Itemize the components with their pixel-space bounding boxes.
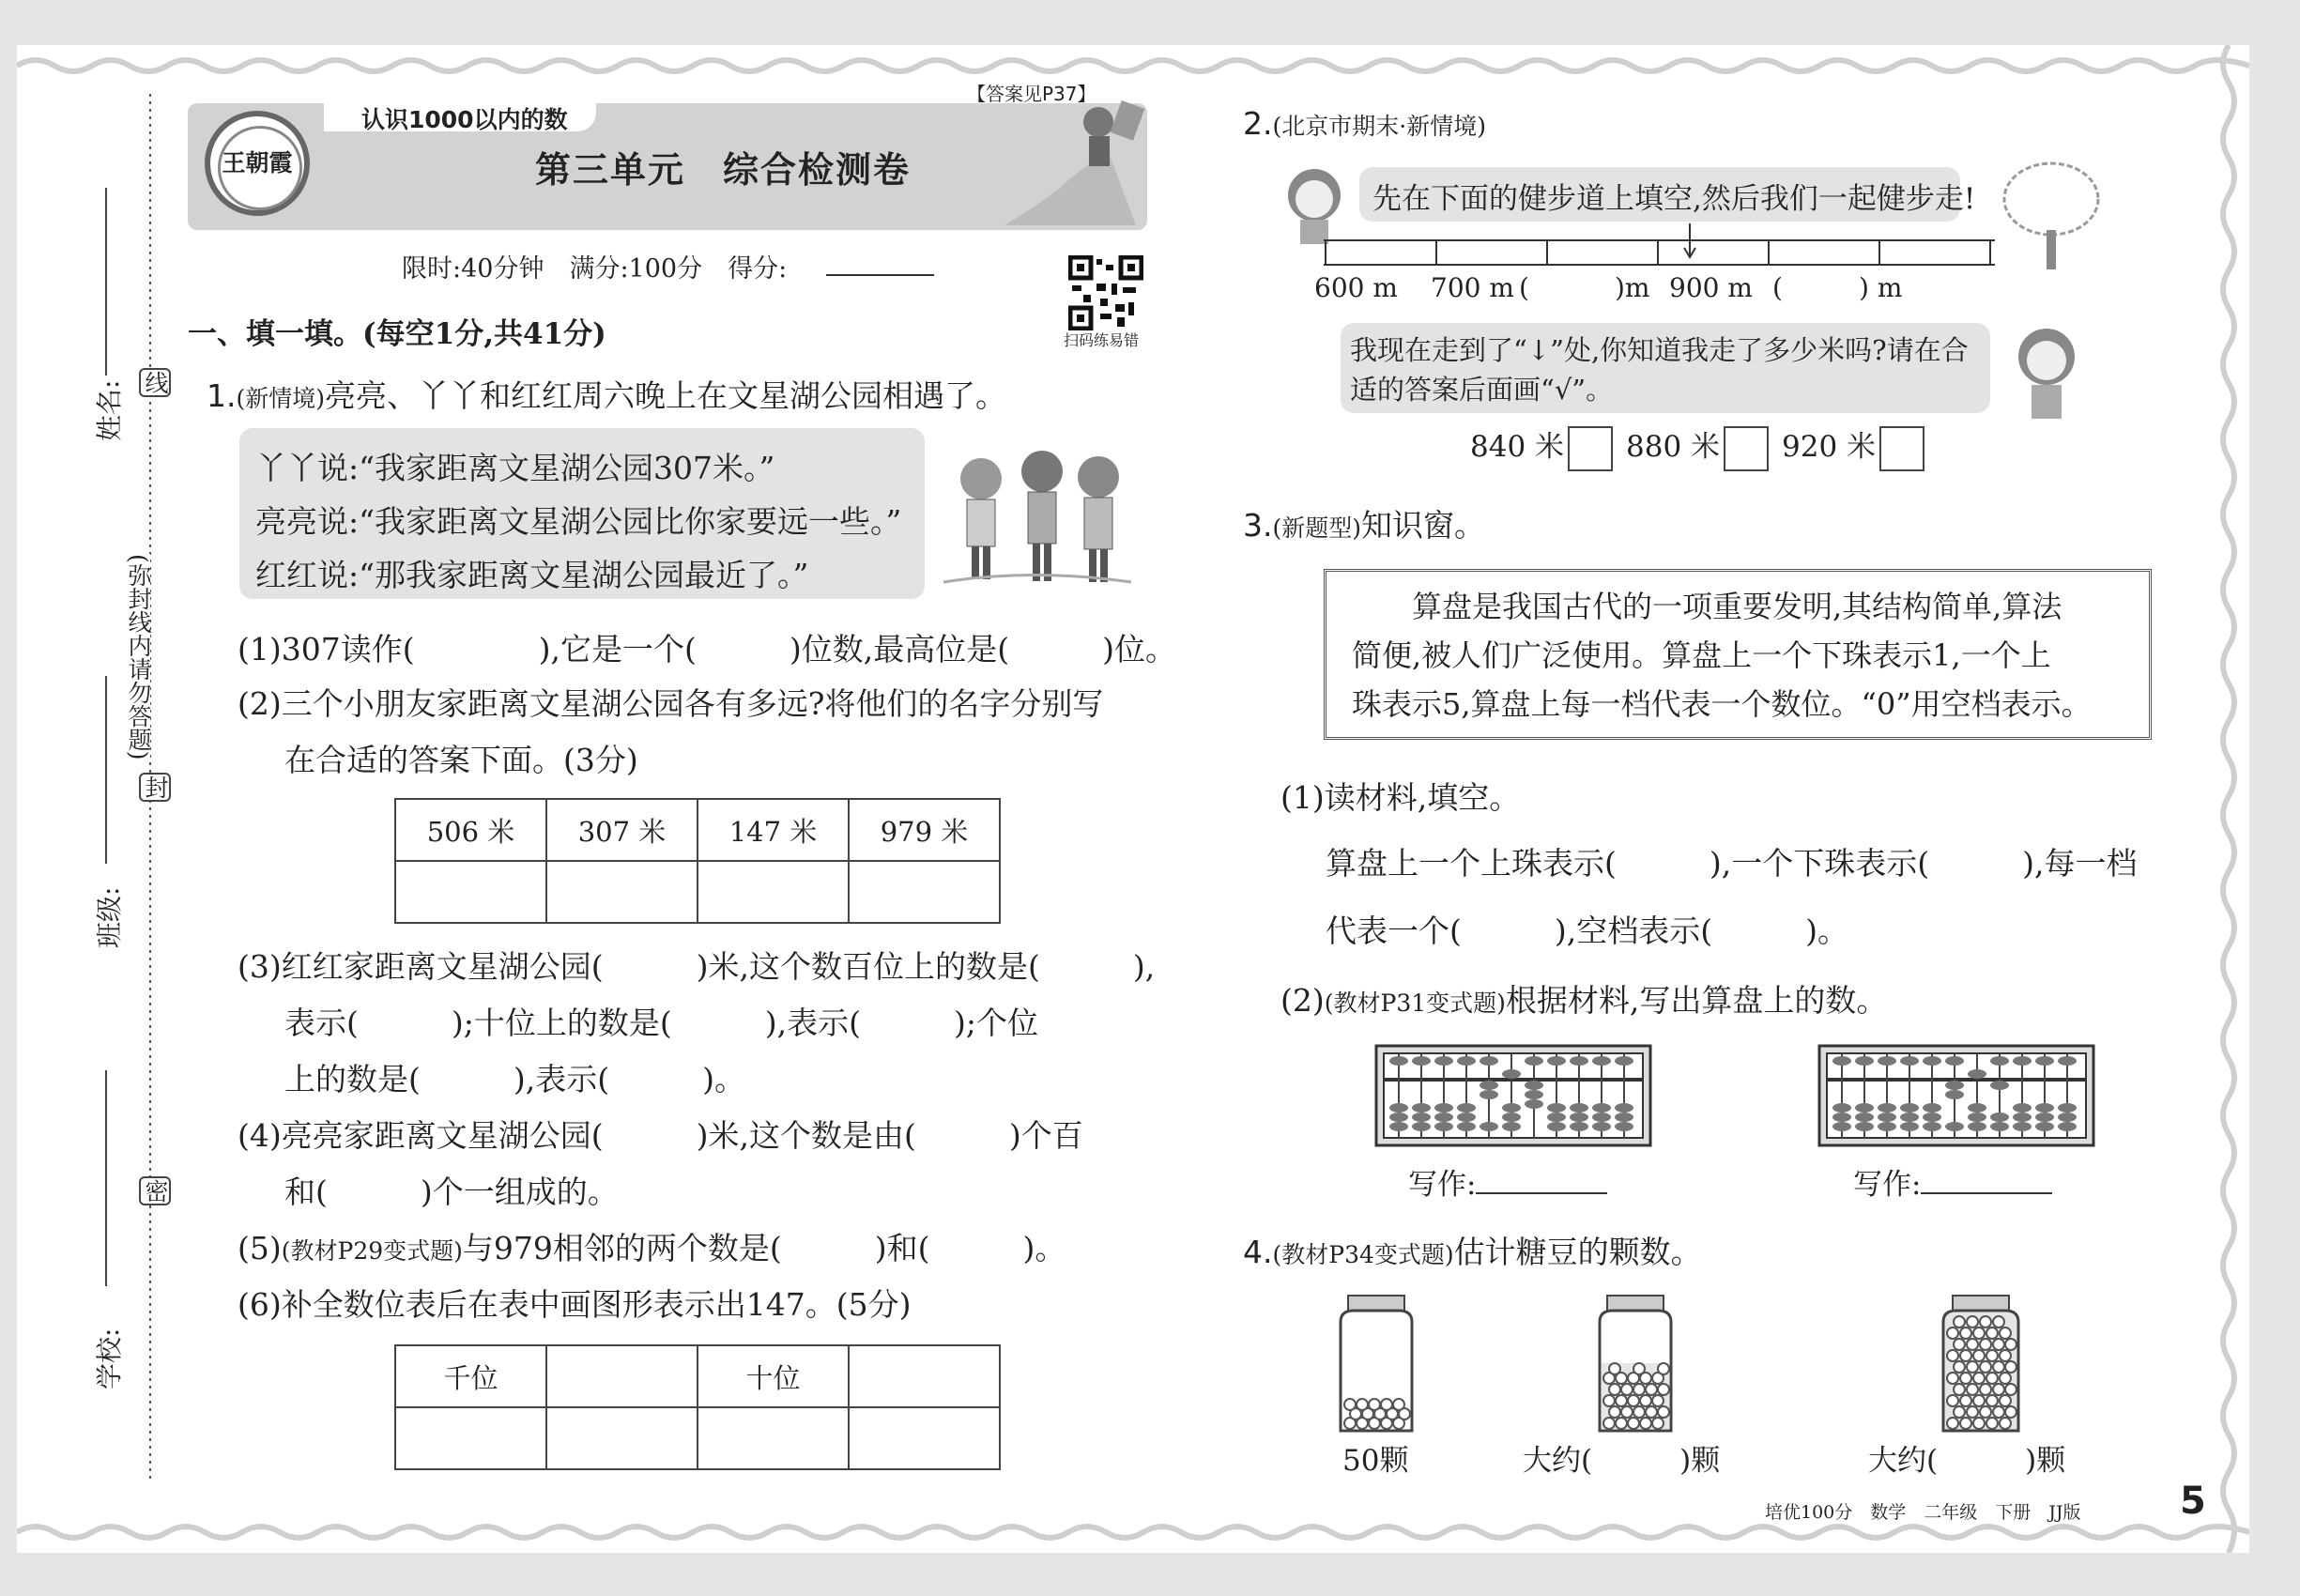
question-number: 2. bbox=[1243, 105, 1273, 142]
answer-reference: 【答案见P37】 bbox=[967, 83, 1096, 105]
answer-cell[interactable] bbox=[698, 861, 849, 923]
knowledge-text bbox=[1352, 582, 2092, 729]
table-cell: 147 米 bbox=[698, 799, 849, 861]
ruler-blank-close: ) m bbox=[1859, 272, 1903, 303]
question-number: 3. bbox=[1243, 507, 1273, 544]
q1-part-1: (1)307读作( ),它是一个( )位数,最高位是( )位。 bbox=[238, 631, 1176, 668]
q1-part-2-cont: 在合适的答案下面。(3分) bbox=[284, 742, 638, 778]
ruler-blank-open[interactable]: ( bbox=[1519, 272, 1529, 303]
qr-caption: 扫码练易错 bbox=[1064, 331, 1140, 349]
answer-cell[interactable] bbox=[849, 861, 1000, 923]
name-line bbox=[105, 188, 107, 376]
q1-part-3-line3: 上的数是( ),表示( )。 bbox=[284, 1061, 745, 1097]
abacus-2-answer bbox=[1853, 1160, 2052, 1203]
section-title: 一、填一填。(每空1分,共41分) bbox=[188, 317, 606, 351]
jar-1-label: 50颗 bbox=[1342, 1444, 1409, 1478]
place-cell[interactable] bbox=[698, 1407, 849, 1469]
place-header-blank[interactable] bbox=[546, 1345, 698, 1407]
answer-cell[interactable] bbox=[395, 861, 546, 923]
q1-part-2: (2)三个小朋友家距离文星湖公园各有多远?将他们的名字分别写 bbox=[238, 685, 1104, 722]
q3-part-1-line2: 代表一个( ),空档表示( )。 bbox=[1326, 913, 1848, 949]
q1-part-3: (3)红红家距离文星湖公园( )米,这个数百位上的数是( ), bbox=[238, 948, 1156, 985]
table-cell: 307 米 bbox=[546, 799, 698, 861]
q3-part-1: (1)读材料,填空。 bbox=[1280, 779, 1521, 816]
place-value-table bbox=[394, 1344, 1001, 1470]
children-illustration-icon bbox=[939, 441, 1136, 591]
q1-part-4-line2: 和( )个一组成的。 bbox=[284, 1174, 619, 1210]
jar-1-icon bbox=[1331, 1294, 1421, 1435]
seal-mark-secret: 密 bbox=[139, 1176, 171, 1205]
q1-part-6: (6)补全数位表后在表中画图形表示出147。(5分) bbox=[238, 1286, 912, 1323]
question-tag: (教材P34变式题) bbox=[1272, 1241, 1454, 1268]
quote-liangliang: 亮亮说:“我家距离文星湖公园比你家要远一些。” bbox=[255, 503, 902, 540]
option-880 bbox=[1626, 422, 1769, 471]
jar-3-icon bbox=[1934, 1294, 2028, 1435]
write-label: 写作: bbox=[1408, 1168, 1477, 1202]
check-box[interactable] bbox=[1724, 426, 1769, 471]
question-4 bbox=[1243, 1228, 1702, 1272]
score-blank[interactable] bbox=[826, 274, 934, 276]
write-blank[interactable] bbox=[1476, 1166, 1607, 1194]
question-tag: (新题型) bbox=[1272, 514, 1362, 542]
unit-topic: 认识1000以内的数 bbox=[361, 106, 568, 133]
ruler-label: 900 m bbox=[1669, 272, 1753, 303]
option-label: 880 米 bbox=[1626, 430, 1721, 464]
q1-part-4: (4)亮亮家距离文星湖公园( )米,这个数是由( )个百 bbox=[238, 1117, 1083, 1154]
school-line bbox=[105, 1070, 107, 1286]
abacus-1-icon bbox=[1374, 1044, 1652, 1147]
write-blank[interactable] bbox=[1921, 1166, 2052, 1194]
ruler-label: 600 m bbox=[1314, 272, 1398, 303]
place-cell[interactable] bbox=[546, 1407, 698, 1469]
page-number: 5 bbox=[2180, 1480, 2206, 1523]
ruler-label: 700 m bbox=[1431, 272, 1514, 303]
ruler-blank-close: )m bbox=[1615, 272, 1650, 303]
jar-2-label: 大约( )颗 bbox=[1523, 1444, 1721, 1478]
answer-cell[interactable] bbox=[546, 861, 698, 923]
footer-book-info: 培优100分 数学 二年级 下册 JJ版 bbox=[1765, 1502, 2081, 1523]
school-label: 学校: bbox=[94, 1327, 125, 1389]
check-box[interactable] bbox=[1879, 426, 1924, 471]
knowledge-line: 珠表示5,算盘上每一档代表一个数位。“0”用空档表示。 bbox=[1352, 686, 2092, 722]
question-3 bbox=[1243, 501, 1485, 545]
publisher-logo bbox=[205, 111, 310, 216]
abacus-2-icon bbox=[1817, 1044, 2095, 1147]
distance-answer-table bbox=[394, 798, 1001, 924]
ruler-blank-open[interactable]: ( bbox=[1772, 272, 1783, 303]
quote-honghong: 红红说:“那我家距离文星湖公园最近了。” bbox=[255, 557, 809, 593]
question-number: 1. bbox=[207, 377, 237, 414]
part-text: 根据材料,写出算盘上的数。 bbox=[1505, 982, 1888, 1019]
question-tag: (北京市期末·新情境) bbox=[1272, 113, 1486, 140]
place-header-blank[interactable] bbox=[849, 1345, 1000, 1407]
question-1 bbox=[207, 372, 1006, 416]
seal-mark-seal: 封 bbox=[139, 773, 171, 802]
q1-part-3-line2: 表示( );十位上的数是( ),表示( );个位 bbox=[284, 1005, 1038, 1041]
part-text: 与979相邻的两个数是( )和( )。 bbox=[462, 1230, 1066, 1266]
question-2 bbox=[1243, 105, 1486, 142]
question-text: 估计糖豆的颗数。 bbox=[1453, 1234, 1702, 1270]
class-line bbox=[105, 676, 107, 864]
option-label: 920 米 bbox=[1782, 430, 1877, 464]
write-label: 写作: bbox=[1853, 1168, 1922, 1202]
table-cell: 979 米 bbox=[849, 799, 1000, 861]
page-title: 第三单元 综合检测卷 bbox=[535, 149, 912, 191]
knowledge-line: 简便,被人们广泛使用。算盘上一个下珠表示1,一个上 bbox=[1352, 637, 2051, 673]
class-label: 班级: bbox=[94, 886, 125, 948]
exam-meta: 限时:40分钟 满分:100分 得分: bbox=[402, 254, 788, 284]
speech-text-1: 先在下面的健步道上填空,然后我们一起健步走! bbox=[1372, 182, 1976, 216]
q3-part-1-line1: 算盘上一个上珠表示( ),一个下珠表示( ),每一档 bbox=[1326, 845, 2138, 882]
tree-icon bbox=[2000, 160, 2103, 272]
option-920 bbox=[1782, 422, 1924, 471]
q1-part-5 bbox=[238, 1224, 1066, 1268]
speech-text-2 bbox=[1350, 330, 1969, 409]
q3-part-2 bbox=[1280, 976, 1887, 1021]
part-tag: (教材P31变式题) bbox=[1324, 990, 1506, 1017]
place-cell[interactable] bbox=[849, 1407, 1000, 1469]
part-tag: (教材P29变式题) bbox=[281, 1237, 463, 1265]
question-number: 4. bbox=[1243, 1234, 1273, 1270]
speech-line: 我现在走到了“↓”处,你知道我走了多少米吗?请在合 bbox=[1350, 334, 1969, 366]
seal-note: (弥封线内请勿答题) bbox=[125, 554, 152, 760]
question-tag: (新情境) bbox=[236, 385, 326, 412]
table-cell: 506 米 bbox=[395, 799, 546, 861]
seal-mark-line: 线 bbox=[139, 368, 171, 397]
name-label: 姓名: bbox=[94, 379, 125, 441]
check-box[interactable] bbox=[1568, 426, 1613, 471]
speech-line: 适的答案后面画“√”。 bbox=[1350, 374, 1614, 406]
knowledge-line: 算盘是我国古代的一项重要发明,其结构简单,算法 bbox=[1412, 589, 2062, 624]
quote-yaya: 丫丫说:“我家距离文星湖公园307米。” bbox=[255, 450, 775, 486]
option-label: 840 米 bbox=[1470, 430, 1565, 464]
question-text: 知识窗。 bbox=[1361, 507, 1486, 544]
option-840 bbox=[1470, 422, 1613, 471]
qr-code-icon[interactable] bbox=[1068, 255, 1143, 330]
dialogue-quotes bbox=[255, 441, 901, 602]
walkway-ruler bbox=[1324, 223, 2000, 280]
place-cell[interactable] bbox=[395, 1407, 546, 1469]
jar-3-label: 大约( )颗 bbox=[1868, 1444, 2066, 1478]
abacus-1-answer bbox=[1408, 1160, 1607, 1203]
part-number: (2) bbox=[1280, 982, 1325, 1019]
climber-illustration-icon bbox=[995, 94, 1145, 230]
logo-text: 王朝霞 bbox=[222, 149, 293, 176]
part-number: (5) bbox=[238, 1230, 282, 1266]
girl-avatar-icon bbox=[2009, 319, 2084, 422]
place-header: 千位 bbox=[395, 1345, 546, 1407]
question-text: 亮亮、丫丫和红红周六晚上在文星湖公园相遇了。 bbox=[325, 377, 1007, 414]
jar-2-icon bbox=[1590, 1294, 1680, 1435]
place-header: 十位 bbox=[698, 1345, 849, 1407]
